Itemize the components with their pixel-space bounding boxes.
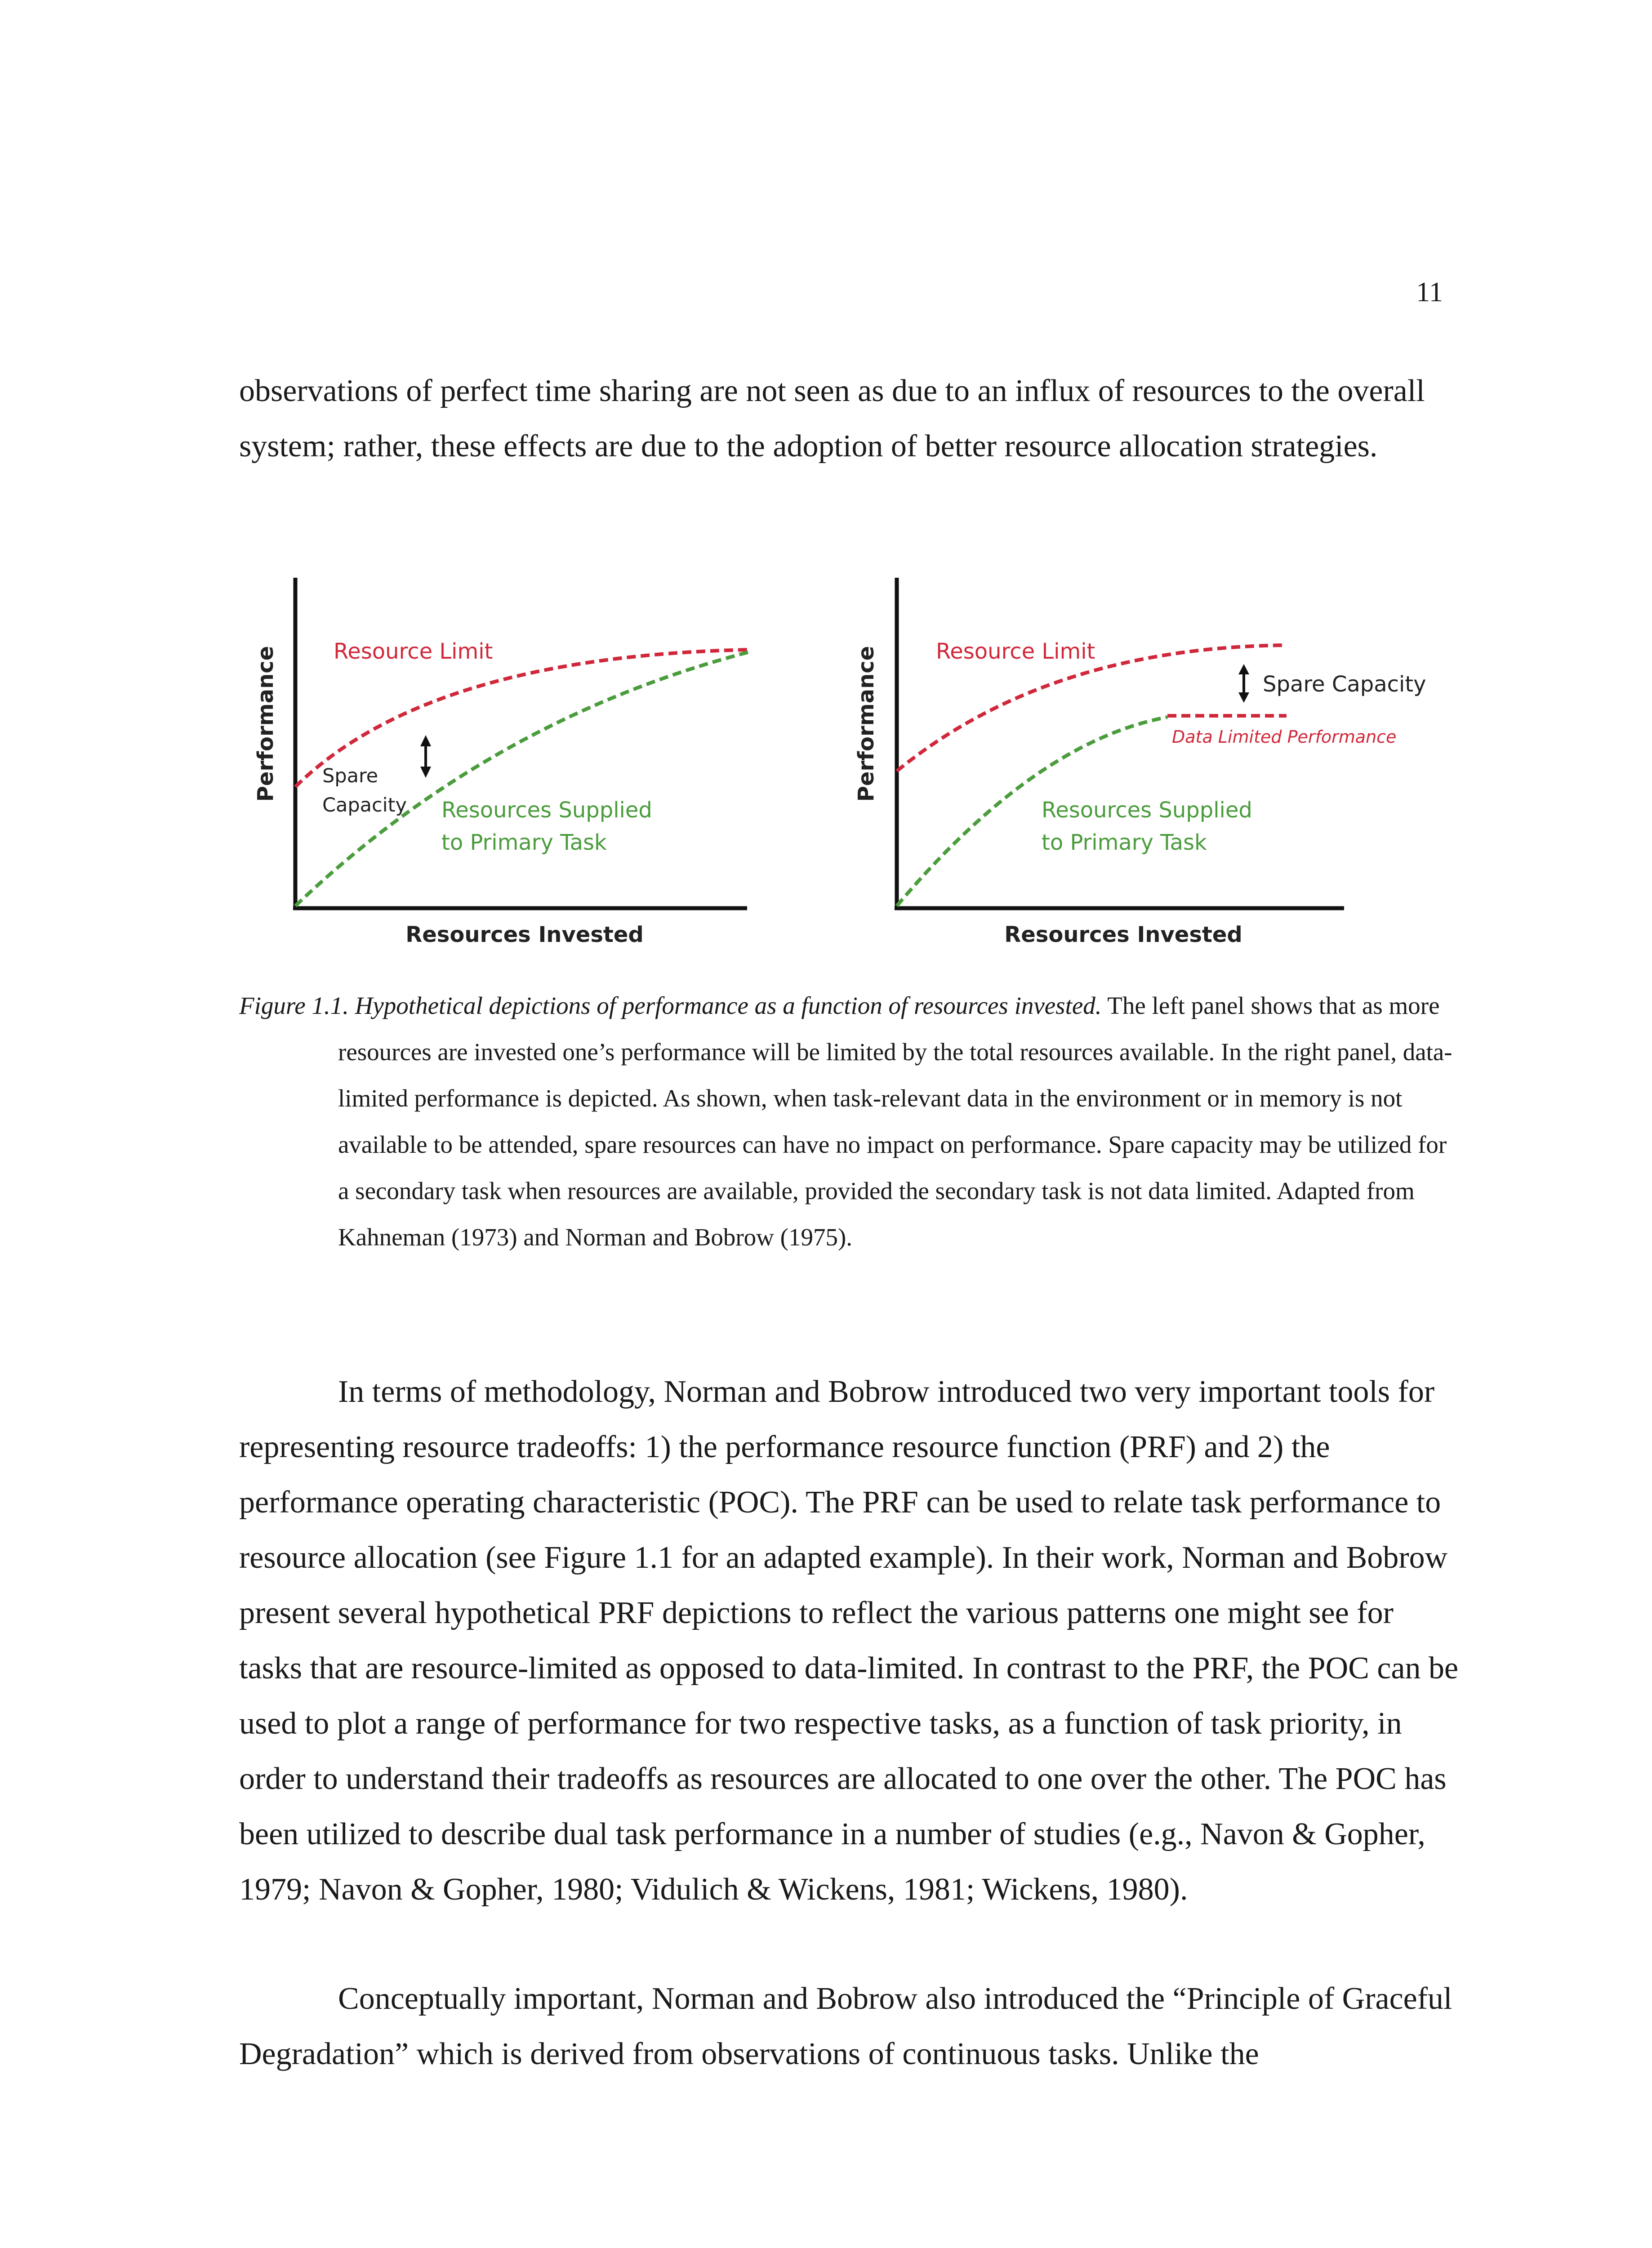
left-spare-label-line1: Spare (322, 765, 378, 787)
right-y-axis-title: Performance (854, 646, 879, 802)
caption-label: Figure 1.1. Hypothetical depictions of performance as a function of resources invested. (239, 992, 1102, 1019)
right-spare-capacity-label: Spare Capacity (1263, 672, 1426, 697)
left-supplied-label-line2: to Primary Task (441, 830, 607, 855)
right-panel (854, 578, 1426, 947)
caption-text: The left panel shows that as more resources are invested one’s performance will be limited by the total resources available. In the right panel, data-limited performance is depicted. As shown, when task-relevant data in the environment or in memory is not available to be attended, spare resources can have no impact on performance. Spare capacity may be utilized for a secondary task when resources are available, provided the secondary task is not data limited. Adapted from Kahneman (1973) and Norman and Bobrow (1975). (338, 992, 1452, 1251)
left-spare-arrow-icon (420, 735, 431, 778)
right-data-limited-label: Data Limited Performance (1172, 727, 1397, 747)
page-number: 11 (1416, 277, 1443, 308)
figure-1-1 (239, 571, 1426, 967)
left-y-axis-title: Performance (253, 646, 278, 802)
right-supplied-label-line1: Resources Supplied (1042, 798, 1252, 823)
figure-svg (239, 571, 1426, 967)
left-x-axis-title: Resources Invested (405, 922, 644, 947)
left-supplied-label-line1: Resources Supplied (441, 798, 652, 823)
right-supplied-label-line2: to Primary Task (1042, 830, 1207, 855)
left-resource-limit-label: Resource Limit (334, 639, 493, 664)
figure-caption (239, 982, 1462, 1260)
paragraph-methods: In terms of methodology, Norman and Bobrow introduced two very important tools for representing resource tradeoffs: 1) the performance resource function (PRF) and 2) the performance operating characteristic (POC). The PRF can be used to relate task performance to resource allocation (see Figure 1.1 for an adapted example). In their work, Norman and Bobrow present several hypothetical PRF depictions to reflect the various patterns one might see for tasks that are resource-limited as opposed to data-limited. In contrast to the PRF, the POC can be used to plot a range of performance for two respective tasks, as a function of task priority, in order to understand their tradeoffs as resources are allocated to one over the other. The POC has been utilized to describe dual task performance in a number of studies (e.g., Navon & Gopher, 1979; Navon & Gopher, 1980; Vidulich & Wickens, 1981; Wickens, 1980). (239, 1374, 1459, 1907)
right-resource-limit-label: Resource Limit (936, 639, 1095, 664)
right-x-axis-title: Resources Invested (1004, 922, 1242, 947)
right-resource-limit-curve (897, 645, 1287, 771)
right-spare-arrow-icon (1238, 664, 1249, 703)
left-panel (253, 578, 749, 947)
left-spare-label-line2: Capacity (322, 794, 407, 816)
paragraph-concept: Conceptually important, Norman and Bobrow also introduced the “Principle of Graceful Degradation” which is derived from observations of continuous tasks. Unlike the (239, 1981, 1452, 2071)
paragraph-intro: observations of perfect time sharing are not seen as due to an influx of resources to the overall system; rather, these effects are due to the adoption of better resource allocation strategies. (239, 374, 1425, 464)
